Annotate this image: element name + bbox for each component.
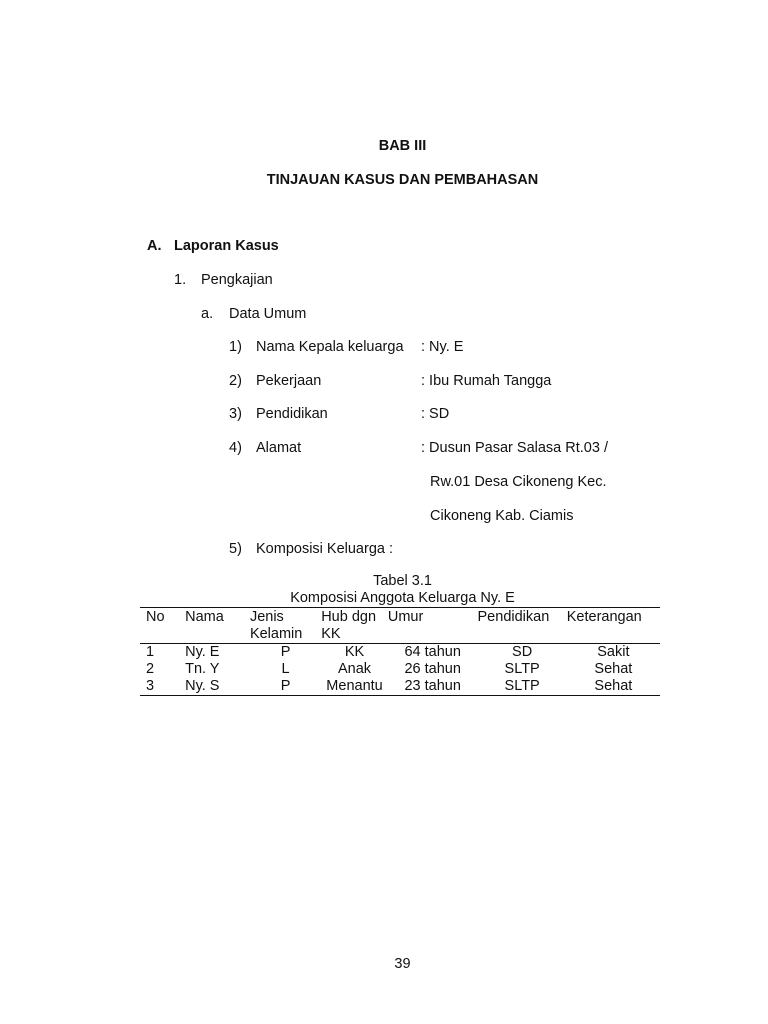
cell-umur: 64 tahun <box>404 644 461 660</box>
item-number: 2) <box>229 373 242 389</box>
item-value: : Dusun Pasar Salasa Rt.03 / <box>421 440 608 456</box>
cell-nama: Tn. Y <box>185 661 220 677</box>
cell-no: 3 <box>140 678 185 696</box>
header-jenis-kelamin: Jenis Kelamin <box>250 608 321 644</box>
cell-no: 2 <box>146 661 155 677</box>
page-number: 39 <box>394 956 411 972</box>
item-value-continuation: Cikoneng Kab. Ciamis <box>430 508 574 524</box>
table-row <box>140 661 660 678</box>
cell-nama: Ny. E <box>185 644 220 660</box>
table-row <box>140 678 660 696</box>
cell-jenis-kelamin: L <box>281 661 290 677</box>
header-keterangan: Keterangan <box>567 608 660 644</box>
cell-keterangan: Sehat <box>567 678 660 696</box>
item-number: 5) <box>229 541 242 557</box>
table-row <box>140 644 660 662</box>
cell-umur: 23 tahun <box>388 678 478 696</box>
cell-pendidikan: SLTP <box>504 661 540 677</box>
item-label: Pendidikan <box>256 406 328 422</box>
cell-nama: Ny. S <box>185 678 250 696</box>
cell-pendidikan: SLTP <box>478 678 567 696</box>
section-title: Laporan Kasus <box>174 238 279 254</box>
chapter-title: TINJAUAN KASUS DAN PEMBAHASAN <box>266 172 539 188</box>
cell-hub-dgn-kk: Menantu <box>321 678 388 696</box>
cell-keterangan: Sehat <box>594 661 633 677</box>
item-number: 1) <box>229 339 242 355</box>
cell-jenis-kelamin: P <box>250 678 321 696</box>
header-nama: Nama <box>185 608 250 644</box>
header-no: No <box>140 608 185 644</box>
subsubsection-title: Data Umum <box>229 306 307 322</box>
item-label: Pekerjaan <box>256 373 322 389</box>
item-value: : Ibu Rumah Tangga <box>421 373 552 389</box>
item-value: : SD <box>421 406 450 422</box>
item-value: : Ny. E <box>421 339 464 355</box>
section-marker: A. <box>147 238 162 254</box>
cell-keterangan: Sakit <box>597 644 630 660</box>
item-label: Alamat <box>256 440 302 456</box>
header-umur: Umur <box>388 608 478 644</box>
table-subcaption: Komposisi Anggota Keluarga Ny. E <box>290 590 515 606</box>
cell-hub-dgn-kk: KK <box>344 644 365 660</box>
subsubsection-marker: a. <box>201 306 214 322</box>
subsection-title: Pengkajian <box>201 272 273 288</box>
item-number: 3) <box>229 406 242 422</box>
item-number: 4) <box>229 440 242 456</box>
header-hub-dgn-kk: Hub dgn KK <box>321 608 388 644</box>
item-label: Nama Kepala keluarga <box>256 339 404 355</box>
cell-no: 1 <box>146 644 155 660</box>
family-composition-table <box>140 607 660 696</box>
item-value-continuation: Rw.01 Desa Cikoneng Kec. <box>430 474 607 490</box>
item-label: Komposisi Keluarga : <box>256 541 394 557</box>
cell-hub-dgn-kk: Anak <box>337 661 372 677</box>
subsection-marker: 1. <box>174 272 187 288</box>
table-caption: Tabel 3.1 <box>373 573 432 589</box>
header-pendidikan: Pendidikan <box>478 608 567 644</box>
cell-pendidikan: SD <box>512 644 533 660</box>
cell-jenis-kelamin: P <box>280 644 291 660</box>
cell-umur: 26 tahun <box>404 661 461 677</box>
table-header-row <box>140 608 660 644</box>
chapter-label: BAB III <box>378 138 427 154</box>
